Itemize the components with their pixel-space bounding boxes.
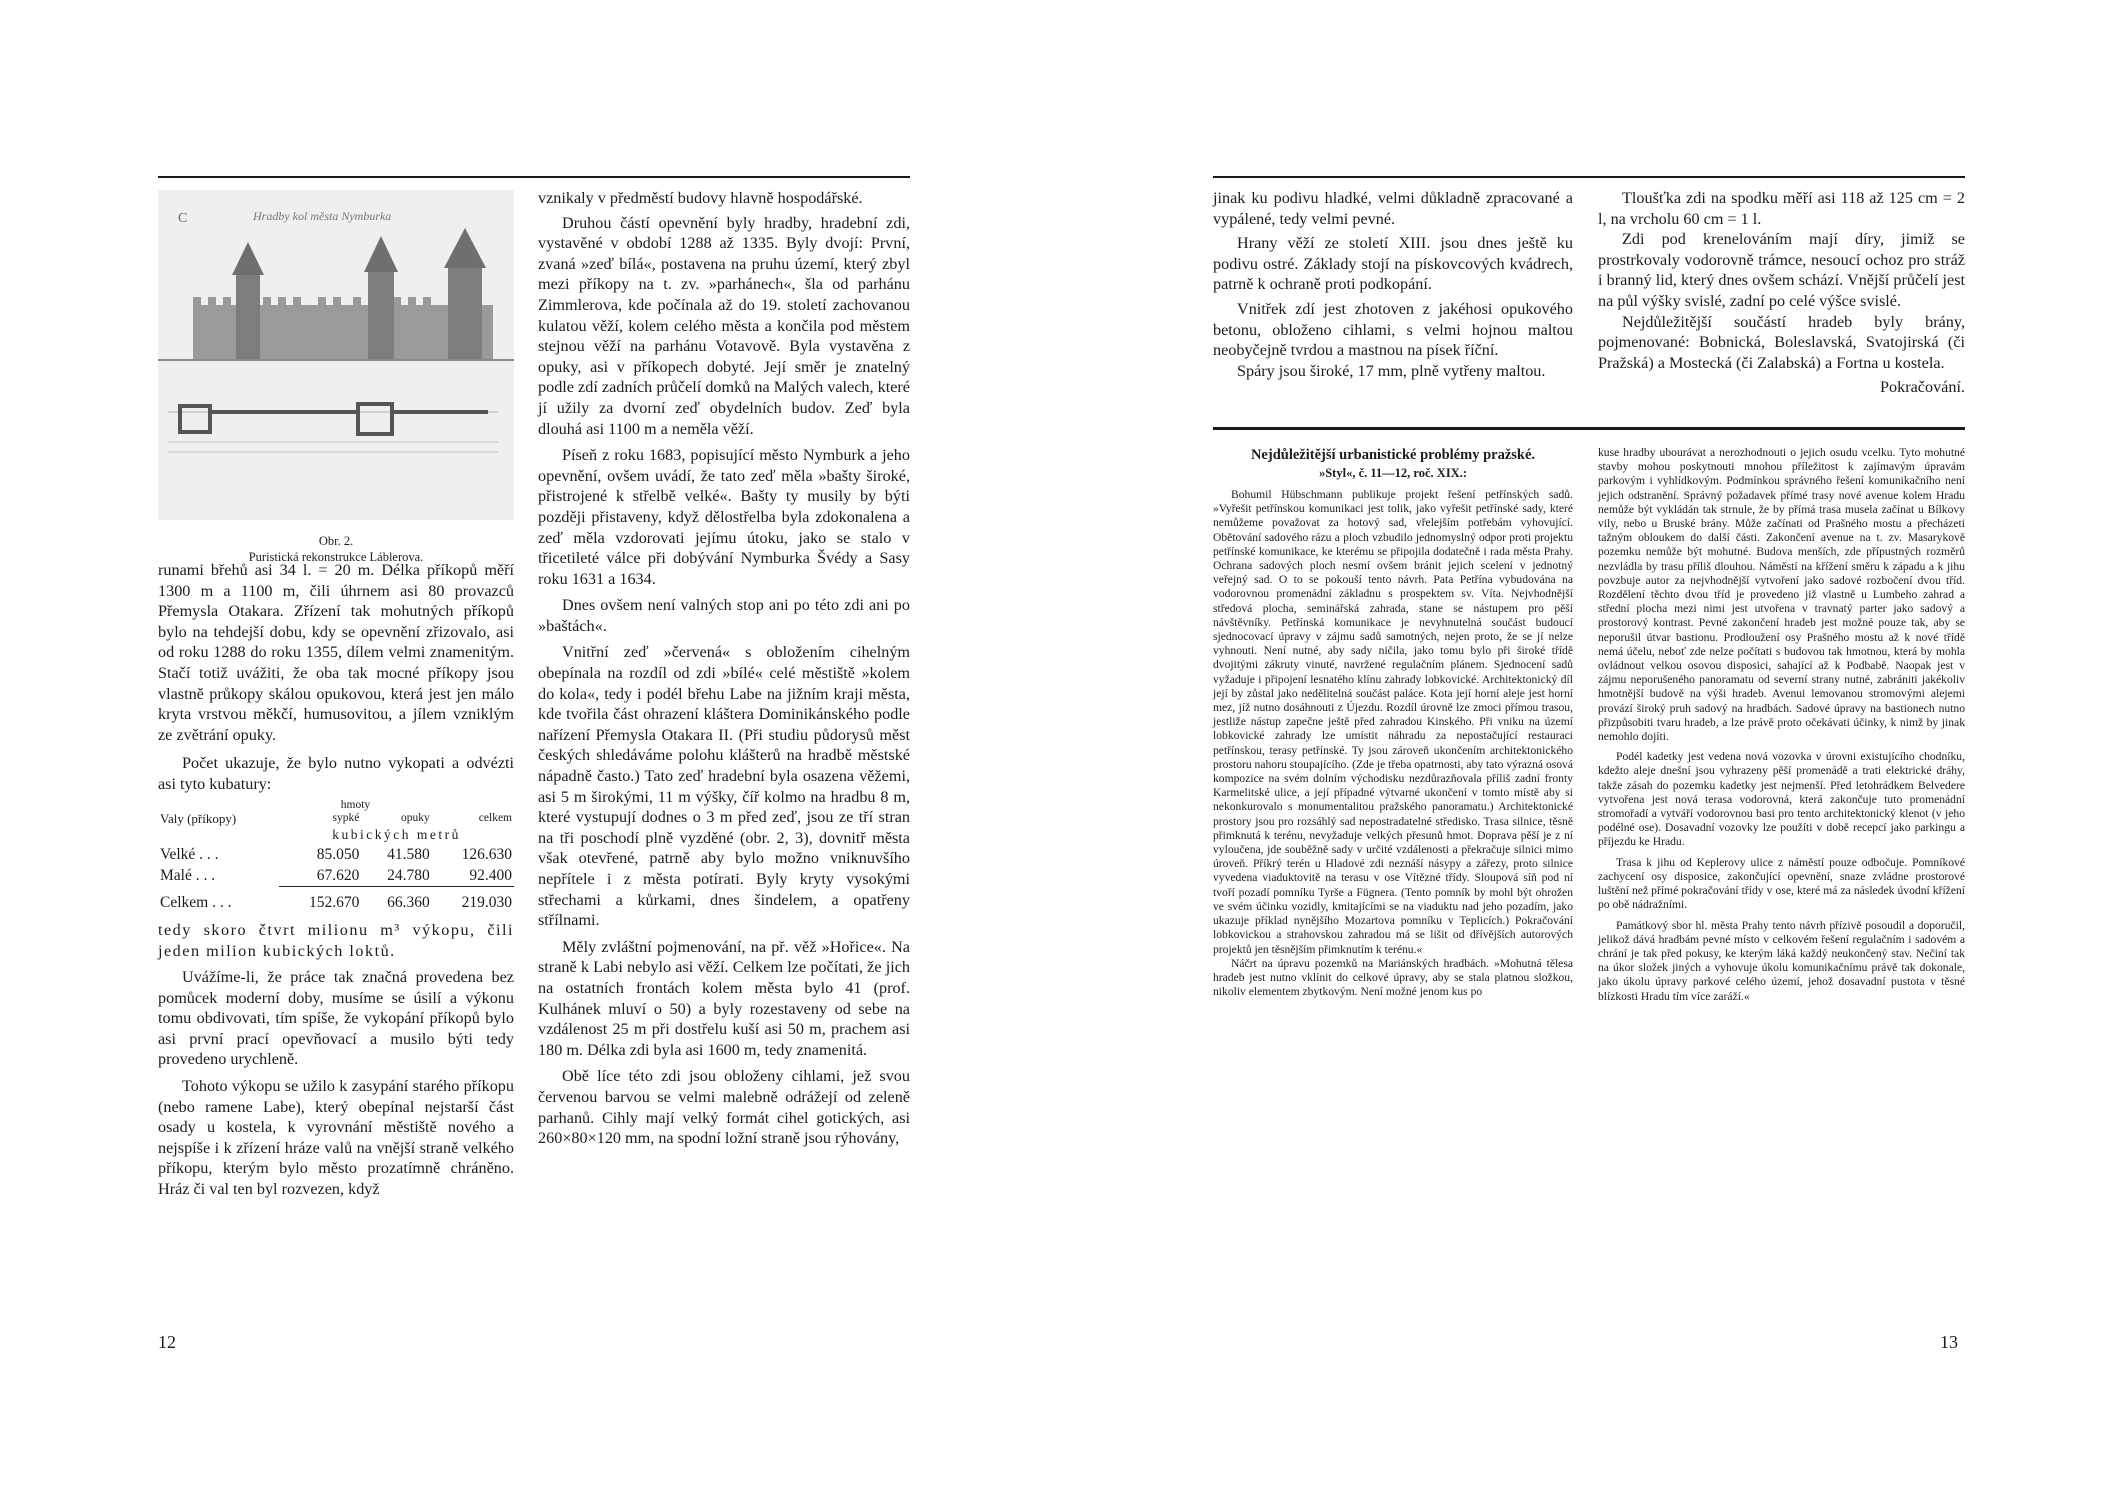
- wall-reconstruction-sketch: [158, 190, 514, 520]
- paragraph: Trasa k jihu od Keplerovy ulice z náměstí pouze odbočuje. Pomníkové zachycení osy disposice, zakončující opevnění, snaze zvládne prostorové luštění než přímé pokračování třídy v ose, které má za následek úvodní křížení po obě nádražními.: [1598, 855, 1965, 912]
- paragraph: Počet ukazuje, že bylo nutno vykopati a odvézti asi tyto kubatury:: [158, 754, 514, 793]
- cell-celkem: 126.630: [461, 846, 512, 864]
- table-row: [158, 866, 514, 887]
- row-label: Malé . . .: [160, 866, 216, 884]
- figure-caption-text: Puristická rekonstrukce Láblerova.: [248, 550, 424, 564]
- cell-opuky: 66.360: [387, 894, 430, 912]
- table-units: kubických metrů: [332, 826, 461, 842]
- paragraph: Hrany věží ze století XIII. jsou dnes ještě ku podivu ostré. Základy stojí na pískovcových kvádrech, patrně k ochraně proti podkopání.: [1213, 234, 1573, 294]
- paragraph: Podél kadetky jest vedena nová vozovka v úrovni existujícího chodníku, kdežto aleje dnešní jsou vyhrazeny pěší promenádě a trati elektrické dráhy, takže zásah do pozemku kadetky jest nejmenší. Před letohrádkem Belvedere vytvořena jest nová terasa vodorovná, která zakončuje tuto promenádní stromořadí a vytváří vodorovnou basi pro tento architektonický klenot (v jeho podélné ose). Dosavadní vozovky lze použíti v době recepcí jako parkingu a příjezdu ke Hradu.: [1598, 750, 1965, 849]
- paragraph: Dnes ovšem není valných stop ani po této zdi ani po »baštách«.: [538, 596, 910, 635]
- paragraph: Zdi pod krenelováním mají díry, jimiž se prostrkovaly vodorovně trámce, nesoucí ochoz pro stráž i branný lid, který dnes ovšem schází. Vnější průčelí jest na půl výšky svislé, zadní po celé výšce svislé.: [1598, 230, 1965, 310]
- table-header-valy: Valy (příkopy): [160, 810, 237, 826]
- cell-sypke: 85.050: [316, 846, 360, 864]
- article-col2: [1598, 446, 1965, 1004]
- paragraph: Obě líce této zdi jsou obloženy cihlami, jež svou červenou barvou se velmi malebně odrážejí od zeleně parhanů. Cihly mají velký formát cihel gotických, asi 260×80×120 mm, na spodní ložní straně jsou rýhovány,: [538, 1067, 910, 1148]
- cell-sypke: 67.620: [279, 866, 361, 887]
- right-top-col2-text: [1598, 188, 1965, 398]
- row-label: Velké . . .: [160, 846, 219, 864]
- table-header-hmoty: hmoty: [340, 798, 371, 811]
- left-page-top-rule: [158, 176, 910, 178]
- sketch-letter: C: [178, 211, 188, 226]
- paragraph: Spáry jsou široké, 17 mm, plně vytřeny maltou.: [1237, 361, 1546, 380]
- article-col1: [1213, 446, 1573, 999]
- cell-opuky: 41.580: [387, 846, 430, 864]
- cell-celkem: 92.400: [432, 866, 514, 887]
- left-col1-text: [158, 560, 514, 1200]
- article-source: »Styl«, č. 11—12, roč. XIX.:: [1318, 466, 1468, 480]
- cell-sypke: 152.670: [308, 894, 360, 912]
- paragraph: Vnitřní zeď »červená« s obložením cihelným obepínala na rozdíl od zdi »bílé« celé městiště »kolem do kola«, tedy i podél břehu Labe na jižním kraji města, kde tvořila část ohrazení kláštera Dominikánského podle nařízení Přemysla Otakara II. (Při studiu půdorysů měst českých shledáváme polohu klášterů na hradbě městské nápadně často.) Tato zeď hradební byla osazena věžemi, asi 5 m širokými, 11 m výšky, číř kolmo na hradbu 8 m, které vystupují dodnes o 3 m před zeď, jsou ze tří stran na tři poschodí plně vyzděné (obr. 2, 3), dovnitř města však otevřené, patrně aby bylo možno vniknuvšího nepřítele i z města potírati. Byly kryty vysokými střechami a kůrkami, dnes šindelem, a opatřeny střílnami.: [538, 643, 910, 930]
- left-col2-text: [538, 188, 910, 1149]
- paragraph: Náčrt na úpravu pozemků na Mariánských hradbách. »Mohutná tělesa hradeb jest nutno vklínit do celkové úpravy, aby se stala platnou složkou, nikoliv elementem zbytkovým. Není možné jenom kus po: [1213, 956, 1573, 999]
- row-label: Celkem . . .: [160, 894, 232, 912]
- article-title: Nejdůležitější urbanistické problémy pražské.: [1250, 447, 1536, 463]
- figure-caption-number: Obr. 2.: [318, 534, 354, 548]
- paragraph: Měly zvláštní pojmenování, na př. věž »Hořice«. Na straně k Labi nebylo asi věží. Celkem lze počítati, že jich na ostatních frontách kolem města bylo 41 (prof. Kulhánek mluví o 50) a byly rozestaveny od sebe na vzdálenost 25 m při dostřelu kuší asi 50 m, prachem asi 180 m. Délka zdi byla asi 1600 m, tedy znamenitá.: [538, 937, 910, 1059]
- continued-note: Pokračování.: [1880, 378, 1965, 397]
- paragraph: vznikaly v předměstí budovy hlavně hospodářské.: [538, 189, 863, 207]
- cell-celkem: 219.030: [461, 894, 512, 912]
- page-number-right: 13: [1940, 1332, 1958, 1352]
- table-header-opuky: opuky: [401, 811, 430, 824]
- paragraph: Památkový sbor hl. města Prahy tento návrh přízivě posoudil a doporučil, jelikož dává hradbám pevné místo v celkovém řešení regulačním i sadovém a chrání je tak před pokusy, ke kterým láká každý neukončený stav. Nečiní tak na úkor složek jiných a vyhovuje úkolu komunikačnímu právě tak dokonale, jako úkolu úpravy parkové celého území, jehož dosavadní pustota v těsné blízkosti Hradu tím více zaráží.«: [1598, 918, 1965, 1003]
- paragraph: Tohoto výkopu se užilo k zasypání starého příkopu (nebo ramene Labe), který obepínal nejstarší část osady u kostela, k vyrovnání městiště nového a nejspíše i k zřízení hráze valů na vnější straně velkého příkopu, kterým bylo město prozatímně chráněno. Hráz či val ten byl rozvezen, když: [158, 1077, 514, 1199]
- paragraph: Nejdůležitější součástí hradeb byly brány, pojmenované: Bobnická, Boleslavská, Svatojirská (či Pražská) a Mostecká (či Zalabská) a Fortna u kostela.: [1598, 312, 1965, 372]
- paragraph: tedy skoro čtvrt milionu m³ výkopu, čili jeden milion kubických loktů.: [158, 920, 514, 960]
- paragraph: jinak ku podivu hladké, velmi důkladně zpracované a vypálené, tedy velmi pevné.: [1213, 189, 1573, 228]
- cell-opuky: 24.780: [361, 866, 431, 887]
- article-separator-rule: [1213, 427, 1965, 430]
- paragraph: Bohumil Hübschmann publikuje projekt řešení petřínských sadů. »Vyřešit petřínskou komunikaci jest tolik, jako vyřešit petřínské sady, které nemůžeme považovat za hotový sad, vřelejším potřebám vyhovující. Obětování sadového rázu a ploch vzbudilo jednomyslný odpor proti projektu petřínské komunikace, ke kterému se připojila dodatečně i rada města Prahy. Ochrana sadových ploch nesmí ovšem bránit jejich scelení v jednotný veřejný sad. O to se pokouší tento návrh. Pata Petřína vybudována na vodorovnou promenádní základnu s prospektem sv. Víta. Nejvhodnější středová plocha, seminářská zahrada, stane se nástupem pro pěší návštěvníky. Petřínská komunikace je nevyhnutelná součást budoucí sjednocovací úpravy v zájmu sadů samotných, nejen proto, že se jí nelze vyhnouti. Není nutné, aby sady ničila, jako tomu bylo při široké třídě dvojitými zákruty vinuté, navržené regulačním plánem. Sjednocení sadů vyžaduje i připojení lesnatého klínu zahrady lobkovické. Architektonický díl její by zůstal jako nedělitelná součást paláce. Kota její horní aleje jest horní mez, jíž nutno dosáhnouti z Újezdu. Rozdíl úrovně lze zmoci přímou trasou, jestliže nástup zapečne ještě před zahradou Kinského. Při vniku na území lobkovické zahrady lze umístit náhradu za nepostačující restauraci petřínskou, terasy petřínské. Ty jsou zároveň ukončením architektonického prostoru nahoru stoupajícího. (Zde je třeba opatrnosti, aby tato výrazná osová kompozice na svém dolním východisku nezdůrazňovala příliš zadní fronty Karmelitské ulice, a její případné výtvarné ukončení v tomto místě aby si nekonkurovalo s monumentalitou pražského panoramatu.) Architektonické prostory jsou pro rozsáhlý sad nepostradatelné středisko. Trasa silnice, těsně přimknutá k terénu, nevyžaduje velkých přesunů hmot. Doprava pěší je z ní vyloučena, jde souběžně sady v určité vzdálenosti a překračuje silnici mimo úroveň. Příkrý terén u Hladové zdi neznáší násypy a zářezy, proto silnice vyvedena viaduktovitě na terasu v ose Vítězné třídy. Sloupová síň pod ní tvoří pozadí pomníku Tyrše a Fügnera. (Tento pomník by mohl být ohrožen ve svém účinku vozidly, kmitajícími se na viaduktu nad jeho pozadím, jako ukazuje příklad nynějšího Mozartova pomníku v Teplicích.) Pokračování lobkovickou a strahovskou zahradou má se lišit od dřívějších autorových projektů jen těsnějším přimknutím k terénu.«: [1213, 488, 1573, 956]
- table-row-total: [158, 887, 514, 914]
- paragraph: Uvážíme-li, že práce tak značná provedena bez pomůcek moderní doby, musíme se úsilí a výkonu tomu obdivovati, tím spíše, že vykopání příkopů bylo asi první prací opevňovací a musilo býti tedy provedeno urychleně.: [158, 968, 514, 1069]
- right-page-top-rule: [1213, 176, 1965, 178]
- sketch-title: Hradby kol města Nymburka: [253, 209, 392, 223]
- page-number-left: 12: [158, 1332, 176, 1352]
- paragraph: Tloušťka zdi na spodku měří asi 118 až 125 cm = 2 l, na vrcholu 60 cm = 1 l.: [1598, 189, 1965, 228]
- right-top-col1-text: [1213, 188, 1573, 381]
- paragraph: Píseň z roku 1683, popisující město Nymburk a jeho opevnění, ovšem uvádí, že tato zeď měla »bašty široké, přistrojené k střelbě velké«. Bašty ty musily by býti později přistaveny, když dělostřelba byla zdokonalena a zeď měla vzdorovati jejímu útoku, jako se stalo v třicetileté válce při dobývání Nymburka Švédy a Sasy roku 1631 a 1634.: [538, 446, 910, 588]
- paragraph: kuse hradby ubourávat a nerozhodnouti o jejich osudu vcelku. Tyto mohutné stavby mohou poskytnouti mnohou příležitost k zajímavým úpravám parkovým i vyhlídkovým. Podmínkou správného řešení komunikačního není jejich odstranění. Správný požadavek přímé trasy nové avenue kolem Hradu nemůže být vykládán tak strnule, že by přímá trasa musela začínat u Bílkovy vily, nebo u Bruské brány. Může začínati od Prašného mostu a přecházeti tažným obloukem do další části. Zakončení avenue na t. zv. Masarykově pozemku nemůže být mohutné. Budova menších, zde přípustných rozměrů nezvládla by trasu příliš dlouhou. Náměstí na křížení směru k západu a k jihu povzbuje autor za nejvhodnější vytvoření jako sadové rozbočení dvou tříd. Rozdělení těchto dvou tříd je provedeno již vlastně u Lumbeho zahrad a střední plocha mezi nimi jest utvořena v travnatý parter jako sadový a prostorový kontrast. Pevné zakončení hradeb jest možné pouze tak, aby se neporušil útvar bastionu. Prodloužení osy Prašného mostu až k nové třídě nemá účelu, neboť zde nelze počítati s budovou tak hmotnou, která by mohla ovládnout velkou osovou disposici, sahající až k Podbabě. Naopak jest v zájmu neporušeného panoramatu od severní strany nutné, zabrániti jakékoliv hmotnější budově na výši hradeb. Avenui lemovanou stromovými alejemi provází široký pruh sadový na hradbách. Sadové úpravy na bastionech nutno přizpůsobiti tvaru hradeb, a lze právě proto očekávati účinky, k nimž by jinak nemohlo dojíti.: [1598, 446, 1965, 744]
- table-row: [158, 845, 514, 866]
- kubatury-table: [158, 799, 514, 914]
- paragraph: Vnitřek zdí jest zhotoven z jakéhosi opukového betonu, obloženo cihlami, s velmi hojnou maltou neobyčejně tvrdou a mastnou na písek říční.: [1213, 299, 1573, 360]
- paragraph: runami břehů asi 34 l. = 20 m. Délka příkopů měří 1300 m a 1100 m, čili úhrnem asi 80 provazců Přemysla Otakara. Zřízení tak mohutných příkopů bylo na tehdejší dobu, kdy se opevnění zřizovalo, asi od roku 1288 do roku 1355, dílem velmi znamenitým. Stačí totiž uvážiti, že oba tak mocné příkopy jsou vlastně průkopy skálou opukovou, která jest jen málo kryta vrstvou měkčí, humusovitou, a jílem vzniklým ze zvětrání opuky.: [158, 561, 514, 744]
- table-header-sypke: sypké: [332, 811, 360, 824]
- table-header-celkem: celkem: [478, 811, 512, 824]
- figure-2: [158, 190, 514, 565]
- paragraph: Druhou částí opevnění byly hradby, hradební zdi, vystavěné v období 1288 až 1335. Byly dvojí: První, zvaná »zeď bílá«, postavena na pruhu území, který zbyl mezi příkopy na t. zv. »parhánech«, šla od parhánu Zimmlerova, kde počínala až do 19. století zachovanou kulatou věží, kolem celého města a končila pod městem stejnou věží na parhánu Votavově. Byla vystavěna z opuky, asi v příkopech dobyté. Její směr je znatelný podle zdí zadních průčelí domků na Malých valech, které jí užily za dvorní zeď obydelních budov. Zeď byla dlouhá asi 1100 m a neměla věží.: [538, 213, 910, 438]
